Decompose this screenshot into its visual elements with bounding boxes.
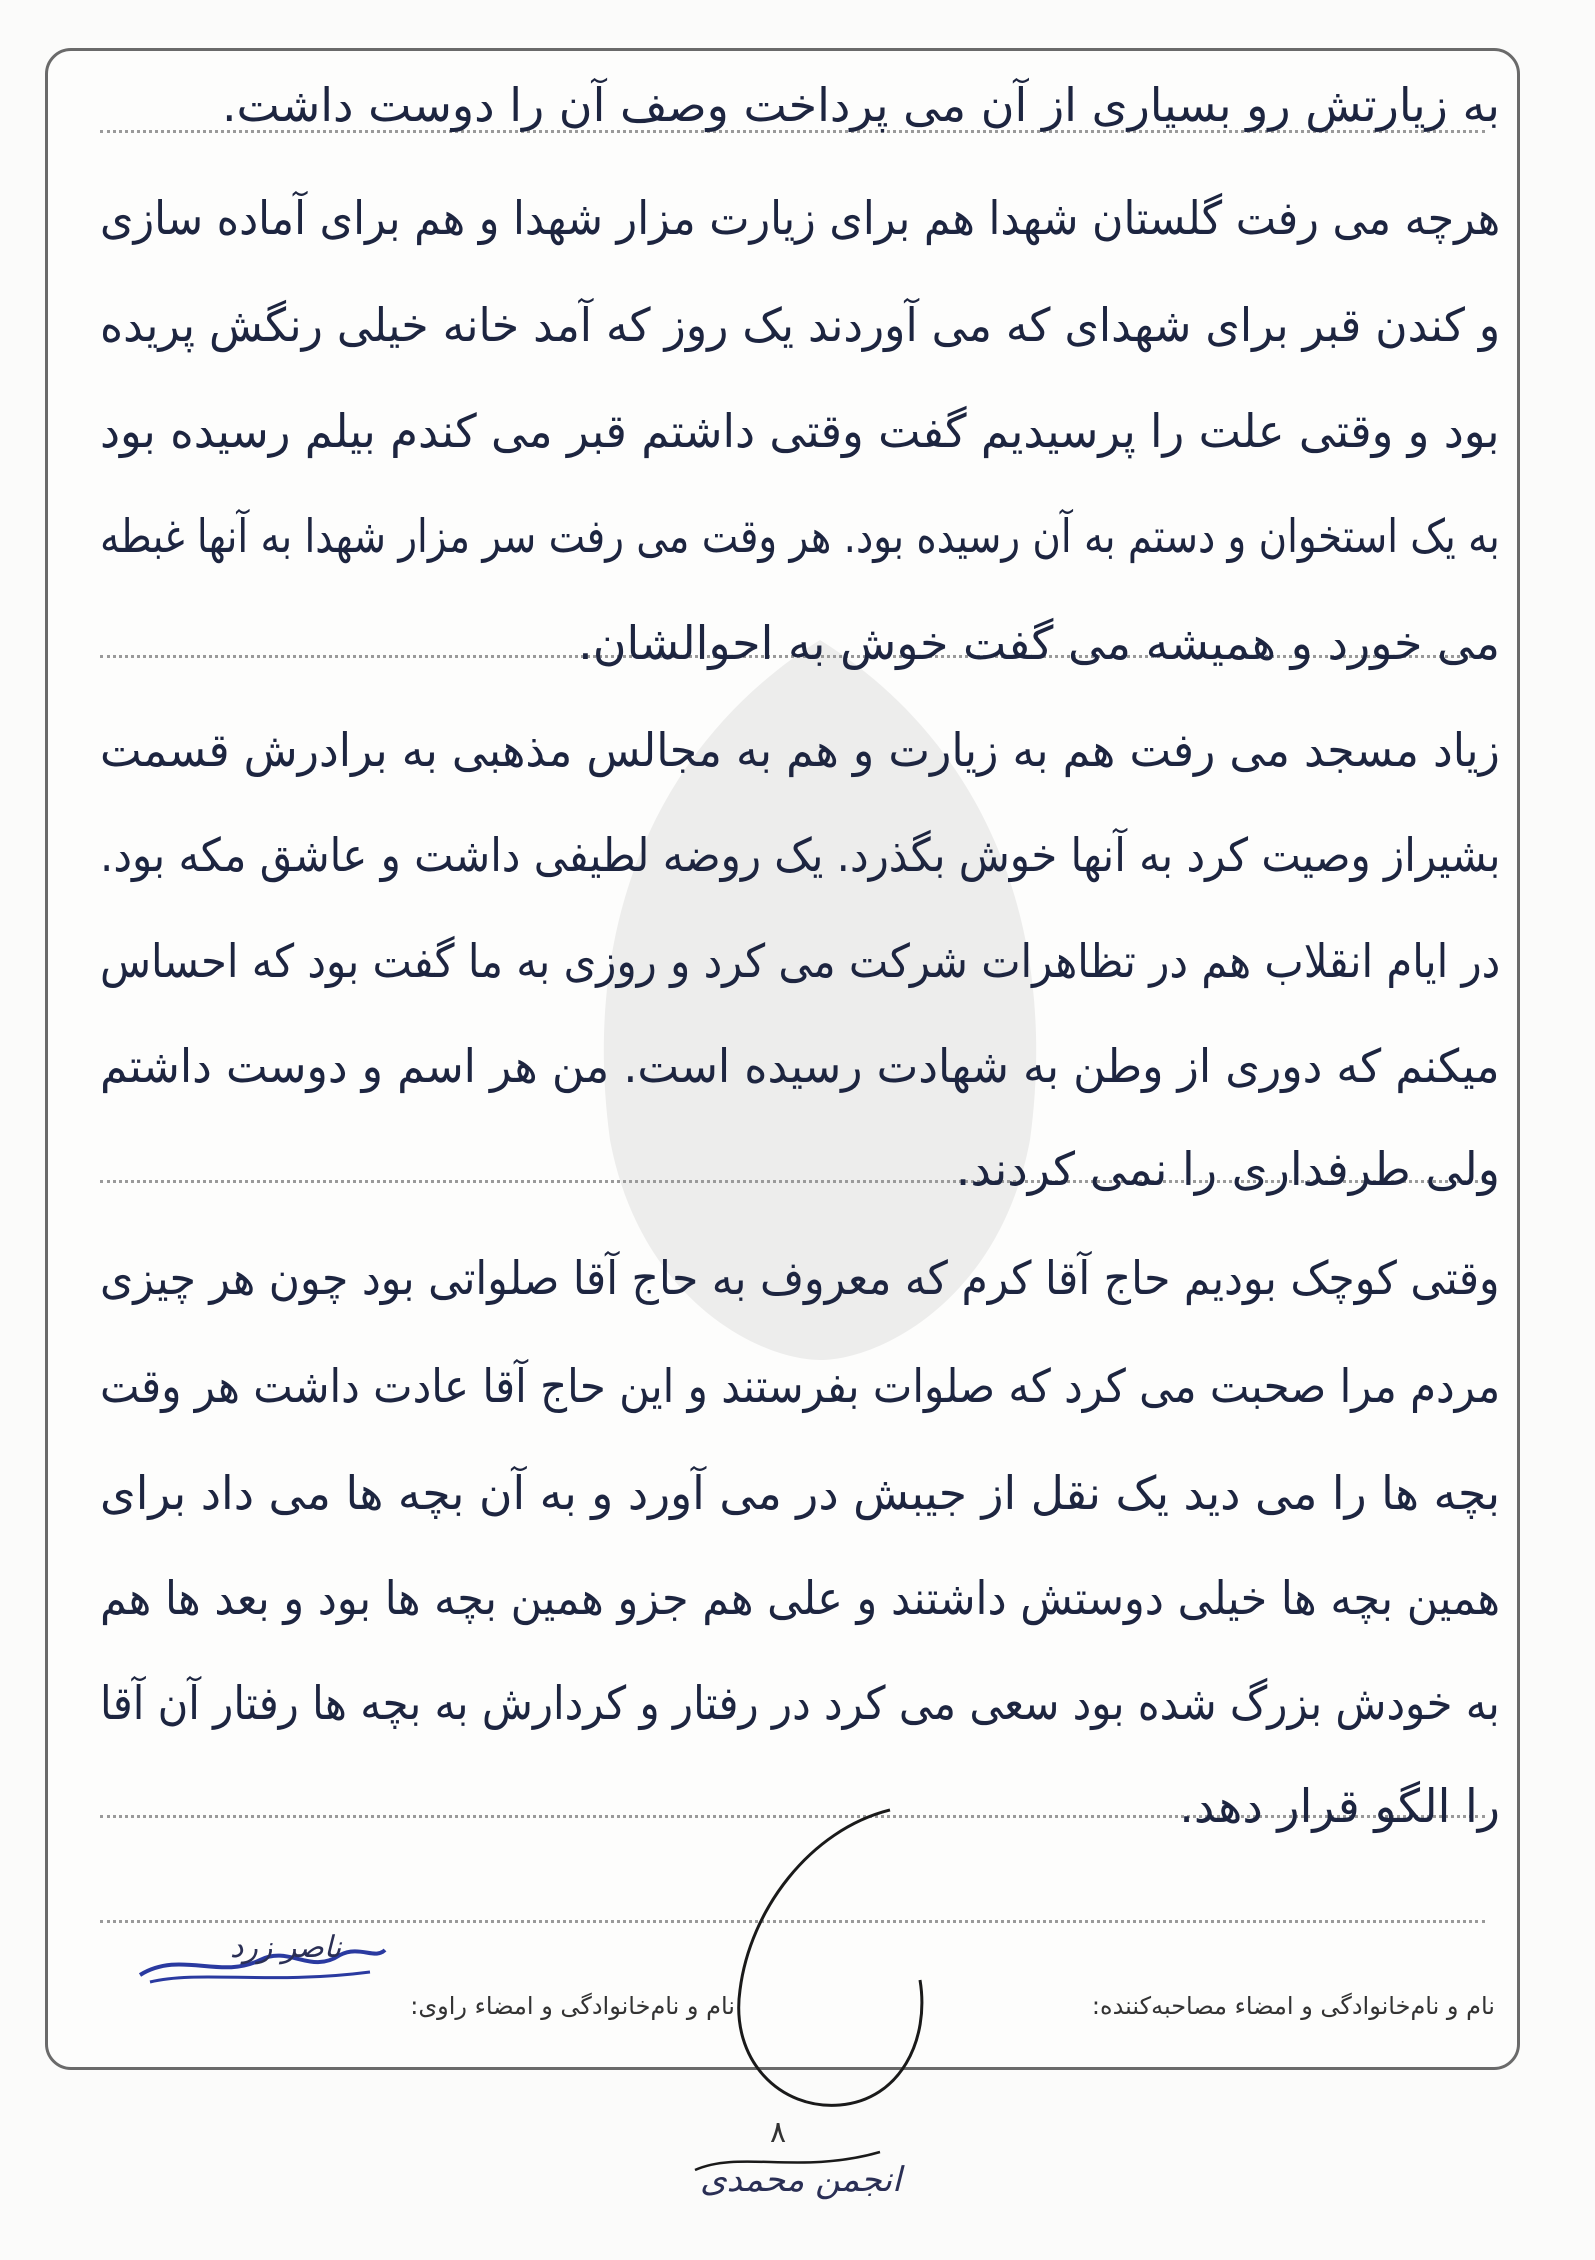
text-line: همین بچه ها خیلی دوستش داشتند و علی هم جزو همین بچه ها بود و بعد ها هم bbox=[100, 1571, 1500, 1625]
bottom-signature-stroke bbox=[690, 2140, 890, 2180]
text-line: هرچه می رفت گلستان شهدا هم برای زیارت مزار شهدا و هم برای آماده سازی bbox=[99, 191, 1500, 245]
text-line: به زیارتش رو بسیاری از آن می پرداخت وصف آن را دوست داشت. bbox=[221, 78, 1500, 132]
text-line: به خودش بزرگ شده بود سعی می کرد در رفتار و کردارش به بچه ها رفتار آن آقا bbox=[100, 1676, 1500, 1730]
text-line: بود و وقتی علت را پرسیدیم گفت وقتی داشتم قبر می کندم بیلم رسیده بود bbox=[100, 404, 1500, 458]
text-line: مردم مرا صحبت می کرد که صلوات بفرستند و این حاج آقا عادت داشت هر وقت bbox=[99, 1359, 1500, 1413]
text-line: در ایام انقلاب هم در تظاهرات شرکت می کرد و روزی به ما گفت بود که احساس bbox=[99, 934, 1500, 988]
interviewer-label: نام و نام‌خانوادگی و امضاء مصاحبه‌کننده: bbox=[1091, 1992, 1495, 2020]
text-line: و کندن قبر برای شهدای که می آوردند یک روز که آمد خانه خیلی رنگش پریده bbox=[99, 298, 1500, 352]
text-line: بچه ها را می دید یک نقل از جیبش در می آورد و به آن بچه ها می داد برای bbox=[99, 1466, 1500, 1520]
narrator-signature-text: ناصر زرد bbox=[230, 1930, 342, 1965]
text-line: بشیراز وصیت کرد به آنها خوش بگذرد. یک روضه لطیفی داشت و عاشق مکه بود. bbox=[99, 828, 1500, 882]
text-line: به یک استخوان و دستم به آن رسیده بود. هر وقت می رفت سر مزار شهدا به آنها غبطه bbox=[100, 509, 1500, 563]
text-line: را الگو قرار دهد. bbox=[1179, 1779, 1500, 1833]
bottom-signature: انجمن محمدی bbox=[700, 2160, 902, 2200]
text-line: وقتی کوچک بودیم حاج آقا کرم که معروف به حاج آقا صلواتی بود چون هر چیزی bbox=[100, 1251, 1500, 1305]
text-line: میکنم که دوری از وطن به شهادت رسیده است. من هر اسم و دوست داشتم bbox=[100, 1039, 1500, 1093]
interviewer-signature bbox=[690, 1800, 950, 2130]
text-line: ولی طرفداری را نمی کردند. bbox=[955, 1142, 1500, 1196]
page-number: ۸ bbox=[770, 2115, 787, 2150]
text-line: زیاد مسجد می رفت هم به زیارت و هم به مجالس مذهبی به برادرش قسمت bbox=[100, 723, 1500, 777]
narrator-label: نام و نام‌خانوادگی و امضاء راوی: bbox=[410, 1992, 735, 2020]
text-line: می خورد و همیشه می گفت خوش به احوالشان. bbox=[578, 616, 1500, 670]
